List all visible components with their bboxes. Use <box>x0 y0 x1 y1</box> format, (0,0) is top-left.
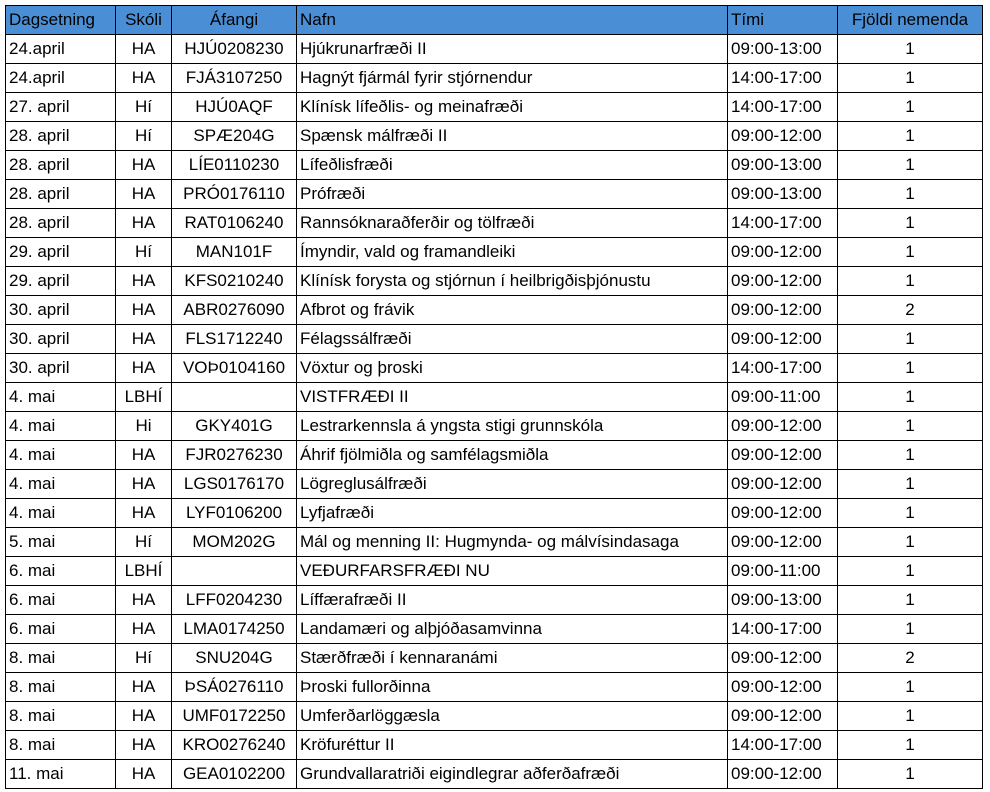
cell-course[interactable]: RAT0106240 <box>172 209 297 238</box>
table-row <box>6 673 983 702</box>
cell-count[interactable]: 1 <box>838 93 983 122</box>
cell-time[interactable]: 09:00-12:00 <box>728 267 838 296</box>
cell-count[interactable]: 1 <box>838 586 983 615</box>
cell-date[interactable]: 8. mai <box>6 644 116 673</box>
cell-name[interactable]: Lífeðlisfræði <box>297 151 728 180</box>
cell-name[interactable]: Prófræði <box>297 180 728 209</box>
table-row <box>6 644 983 673</box>
cell-name[interactable]: Stærðfræði í kennaranámi <box>297 644 728 673</box>
cell-course[interactable]: FJÁ3107250 <box>172 64 297 93</box>
cell-date[interactable]: 4. mai <box>6 470 116 499</box>
cell-course[interactable]: VOÞ0104160 <box>172 354 297 383</box>
cell-time[interactable]: 09:00-12:00 <box>728 122 838 151</box>
cell-course[interactable]: ABR0276090 <box>172 296 297 325</box>
cell-name[interactable]: Grundvallaratriði eigindlegrar aðferðafræði <box>297 760 728 789</box>
header-count[interactable]: Fjöldi nemenda <box>838 6 983 35</box>
cell-course[interactable]: PRÓ0176110 <box>172 180 297 209</box>
cell-date[interactable]: 4. mai <box>6 499 116 528</box>
header-school[interactable]: Skóli <box>116 6 172 35</box>
table-row <box>6 412 983 441</box>
cell-count[interactable]: 1 <box>838 64 983 93</box>
table-row <box>6 586 983 615</box>
cell-name[interactable]: Rannsóknaraðferðir og tölfræði <box>297 209 728 238</box>
cell-name[interactable]: Líffærafræði II <box>297 586 728 615</box>
cell-name[interactable]: Félagssálfræði <box>297 325 728 354</box>
cell-count[interactable]: 1 <box>838 412 983 441</box>
cell-time[interactable]: 09:00-12:00 <box>728 702 838 731</box>
cell-time[interactable]: 09:00-12:00 <box>728 412 838 441</box>
cell-school[interactable]: HA <box>116 151 172 180</box>
cell-school[interactable]: HA <box>116 673 172 702</box>
cell-name[interactable]: Klínísk forysta og stjórnun í heilbrigðisþjónustu <box>297 267 728 296</box>
table-body <box>6 35 983 789</box>
cell-time[interactable]: 09:00-12:00 <box>728 499 838 528</box>
cell-time[interactable]: 14:00-17:00 <box>728 93 838 122</box>
cell-school[interactable]: HA <box>116 267 172 296</box>
table-row <box>6 760 983 789</box>
cell-school[interactable]: LBHÍ <box>116 557 172 586</box>
table-row <box>6 209 983 238</box>
cell-name[interactable]: Mál og menning II: Hugmynda- og málvísindasaga <box>297 528 728 557</box>
cell-count[interactable]: 1 <box>838 209 983 238</box>
cell-count[interactable]: 1 <box>838 354 983 383</box>
cell-count[interactable]: 1 <box>838 760 983 789</box>
cell-school[interactable]: HA <box>116 354 172 383</box>
cell-name[interactable]: Landamæri og alþjóðasamvinna <box>297 615 728 644</box>
cell-course[interactable]: HJÚ0208230 <box>172 35 297 64</box>
cell-name[interactable]: Kröfuréttur II <box>297 731 728 760</box>
cell-date[interactable]: 30. april <box>6 296 116 325</box>
table-row <box>6 383 983 412</box>
cell-school[interactable]: HA <box>116 702 172 731</box>
cell-course[interactable]: SPÆ204G <box>172 122 297 151</box>
cell-name[interactable]: Vöxtur og þroski <box>297 354 728 383</box>
cell-date[interactable]: 4. mai <box>6 441 116 470</box>
cell-count[interactable]: 1 <box>838 441 983 470</box>
cell-time[interactable]: 09:00-11:00 <box>728 383 838 412</box>
cell-school[interactable]: HA <box>116 760 172 789</box>
cell-date[interactable]: 28. april <box>6 122 116 151</box>
cell-name[interactable]: VISTFRÆÐI II <box>297 383 728 412</box>
cell-school[interactable]: Hí <box>116 93 172 122</box>
cell-count[interactable]: 1 <box>838 151 983 180</box>
cell-date[interactable]: 29. april <box>6 238 116 267</box>
cell-school[interactable]: HA <box>116 615 172 644</box>
cell-date[interactable]: 24.april <box>6 35 116 64</box>
cell-course[interactable]: FJR0276230 <box>172 441 297 470</box>
cell-school[interactable]: HA <box>116 499 172 528</box>
cell-name[interactable]: Lyfjafræði <box>297 499 728 528</box>
cell-count[interactable]: 1 <box>838 325 983 354</box>
cell-time[interactable]: 14:00-17:00 <box>728 64 838 93</box>
cell-school[interactable]: HA <box>116 64 172 93</box>
cell-date[interactable]: 5. mai <box>6 528 116 557</box>
cell-school[interactable]: LBHÍ <box>116 383 172 412</box>
cell-count[interactable]: 1 <box>838 615 983 644</box>
cell-name[interactable]: VEÐURFARSFRÆÐI NU <box>297 557 728 586</box>
cell-time[interactable]: 09:00-12:00 <box>728 441 838 470</box>
table-row <box>6 557 983 586</box>
cell-date[interactable]: 27. april <box>6 93 116 122</box>
table-row <box>6 151 983 180</box>
cell-date[interactable]: 30. april <box>6 325 116 354</box>
cell-date[interactable]: 28. april <box>6 209 116 238</box>
cell-course[interactable]: HJÚ0AQF <box>172 93 297 122</box>
cell-course[interactable]: MAN101F <box>172 238 297 267</box>
cell-name[interactable]: Umferðarlöggæsla <box>297 702 728 731</box>
cell-name[interactable]: Áhrif fjölmiðla og samfélagsmiðla <box>297 441 728 470</box>
cell-time[interactable]: 09:00-11:00 <box>728 557 838 586</box>
cell-course[interactable]: GKY401G <box>172 412 297 441</box>
cell-time[interactable]: 09:00-13:00 <box>728 151 838 180</box>
table-row <box>6 267 983 296</box>
cell-time[interactable]: 09:00-12:00 <box>728 760 838 789</box>
cell-time[interactable]: 09:00-12:00 <box>728 325 838 354</box>
cell-school[interactable]: Hí <box>116 644 172 673</box>
header-row <box>6 6 983 35</box>
cell-school[interactable]: HA <box>116 325 172 354</box>
cell-time[interactable]: 14:00-17:00 <box>728 209 838 238</box>
cell-count[interactable]: 2 <box>838 644 983 673</box>
cell-time[interactable]: 09:00-12:00 <box>728 470 838 499</box>
cell-school[interactable]: HA <box>116 731 172 760</box>
cell-course[interactable]: LFF0204230 <box>172 586 297 615</box>
table-row <box>6 238 983 267</box>
table-row <box>6 731 983 760</box>
cell-date[interactable]: 11. mai <box>6 760 116 789</box>
cell-name[interactable]: Hjúkrunarfræði II <box>297 35 728 64</box>
cell-date[interactable]: 6. mai <box>6 586 116 615</box>
cell-course[interactable]: LMA0174250 <box>172 615 297 644</box>
cell-course[interactable]: SNU204G <box>172 644 297 673</box>
cell-course[interactable]: MOM202G <box>172 528 297 557</box>
table-row <box>6 35 983 64</box>
table-row <box>6 441 983 470</box>
cell-name[interactable]: Lögreglusálfræði <box>297 470 728 499</box>
cell-count[interactable]: 1 <box>838 673 983 702</box>
cell-date[interactable]: 24.april <box>6 64 116 93</box>
cell-course[interactable]: UMF0172250 <box>172 702 297 731</box>
table-row <box>6 615 983 644</box>
exam-schedule-table <box>5 5 983 789</box>
cell-time[interactable]: 09:00-12:00 <box>728 644 838 673</box>
table-row <box>6 93 983 122</box>
table-row <box>6 528 983 557</box>
cell-time[interactable]: 14:00-17:00 <box>728 731 838 760</box>
cell-school[interactable]: HA <box>116 586 172 615</box>
header-name[interactable]: Nafn <box>297 6 728 35</box>
cell-school[interactable]: HA <box>116 296 172 325</box>
cell-school[interactable]: HA <box>116 470 172 499</box>
cell-count[interactable]: 1 <box>838 731 983 760</box>
cell-school[interactable]: Hí <box>116 238 172 267</box>
cell-count[interactable]: 1 <box>838 470 983 499</box>
table-row <box>6 702 983 731</box>
cell-name[interactable]: Ímyndir, vald og framandleiki <box>297 238 728 267</box>
cell-count[interactable]: 1 <box>838 557 983 586</box>
cell-school[interactable]: Hí <box>116 528 172 557</box>
cell-date[interactable]: 29. april <box>6 267 116 296</box>
cell-date[interactable]: 4. mai <box>6 383 116 412</box>
cell-name[interactable]: Þroski fullorðinna <box>297 673 728 702</box>
cell-date[interactable]: 8. mai <box>6 673 116 702</box>
cell-date[interactable]: 30. april <box>6 354 116 383</box>
cell-time[interactable]: 14:00-17:00 <box>728 354 838 383</box>
header-time[interactable]: Tími <box>728 6 838 35</box>
cell-course[interactable]: LYF0106200 <box>172 499 297 528</box>
table-row <box>6 325 983 354</box>
cell-course[interactable]: LÍE0110230 <box>172 151 297 180</box>
header-course[interactable]: Áfangi <box>172 6 297 35</box>
cell-course[interactable]: FLS1712240 <box>172 325 297 354</box>
table-row <box>6 470 983 499</box>
table-row <box>6 64 983 93</box>
cell-time[interactable]: 09:00-12:00 <box>728 673 838 702</box>
cell-time[interactable]: 09:00-13:00 <box>728 180 838 209</box>
cell-course[interactable]: LGS0176170 <box>172 470 297 499</box>
cell-name[interactable]: Spænsk málfræði II <box>297 122 728 151</box>
cell-school[interactable]: Hi <box>116 412 172 441</box>
cell-date[interactable]: 6. mai <box>6 615 116 644</box>
cell-course[interactable]: KFS0210240 <box>172 267 297 296</box>
table-row <box>6 499 983 528</box>
cell-course[interactable] <box>172 383 297 412</box>
table-row <box>6 354 983 383</box>
cell-course[interactable]: KRO0276240 <box>172 731 297 760</box>
cell-count[interactable]: 1 <box>838 180 983 209</box>
cell-date[interactable]: 8. mai <box>6 731 116 760</box>
cell-date[interactable]: 28. april <box>6 180 116 209</box>
cell-count[interactable]: 1 <box>838 238 983 267</box>
table-row <box>6 122 983 151</box>
table-row <box>6 180 983 209</box>
cell-school[interactable]: HA <box>116 35 172 64</box>
cell-count[interactable]: 1 <box>838 267 983 296</box>
cell-time[interactable]: 09:00-12:00 <box>728 296 838 325</box>
cell-time[interactable]: 09:00-13:00 <box>728 586 838 615</box>
cell-time[interactable]: 14:00-17:00 <box>728 615 838 644</box>
cell-time[interactable]: 09:00-12:00 <box>728 528 838 557</box>
header-date[interactable]: Dagsetning <box>6 6 116 35</box>
cell-name[interactable]: Hagnýt fjármál fyrir stjórnendur <box>297 64 728 93</box>
cell-course[interactable]: ÞSÁ0276110 <box>172 673 297 702</box>
cell-count[interactable]: 1 <box>838 35 983 64</box>
cell-course[interactable]: GEA0102200 <box>172 760 297 789</box>
table-row <box>6 296 983 325</box>
cell-count[interactable]: 1 <box>838 383 983 412</box>
cell-count[interactable]: 1 <box>838 528 983 557</box>
cell-school[interactable]: HA <box>116 209 172 238</box>
cell-time[interactable]: 09:00-13:00 <box>728 35 838 64</box>
cell-count[interactable]: 1 <box>838 122 983 151</box>
cell-school[interactable]: HA <box>116 180 172 209</box>
cell-date[interactable]: 6. mai <box>6 557 116 586</box>
cell-name[interactable]: Klínísk lífeðlis- og meinafræði <box>297 93 728 122</box>
cell-school[interactable]: HA <box>116 441 172 470</box>
cell-date[interactable]: 8. mai <box>6 702 116 731</box>
cell-name[interactable]: Afbrot og frávik <box>297 296 728 325</box>
cell-name[interactable]: Lestrarkennsla á yngsta stigi grunnskóla <box>297 412 728 441</box>
cell-count[interactable]: 1 <box>838 499 983 528</box>
cell-count[interactable]: 1 <box>838 702 983 731</box>
cell-date[interactable]: 4. mai <box>6 412 116 441</box>
cell-count[interactable]: 2 <box>838 296 983 325</box>
exam-schedule-sheet <box>5 5 983 789</box>
cell-time[interactable]: 09:00-12:00 <box>728 238 838 267</box>
cell-school[interactable]: Hí <box>116 122 172 151</box>
cell-course[interactable] <box>172 557 297 586</box>
cell-date[interactable]: 28. april <box>6 151 116 180</box>
